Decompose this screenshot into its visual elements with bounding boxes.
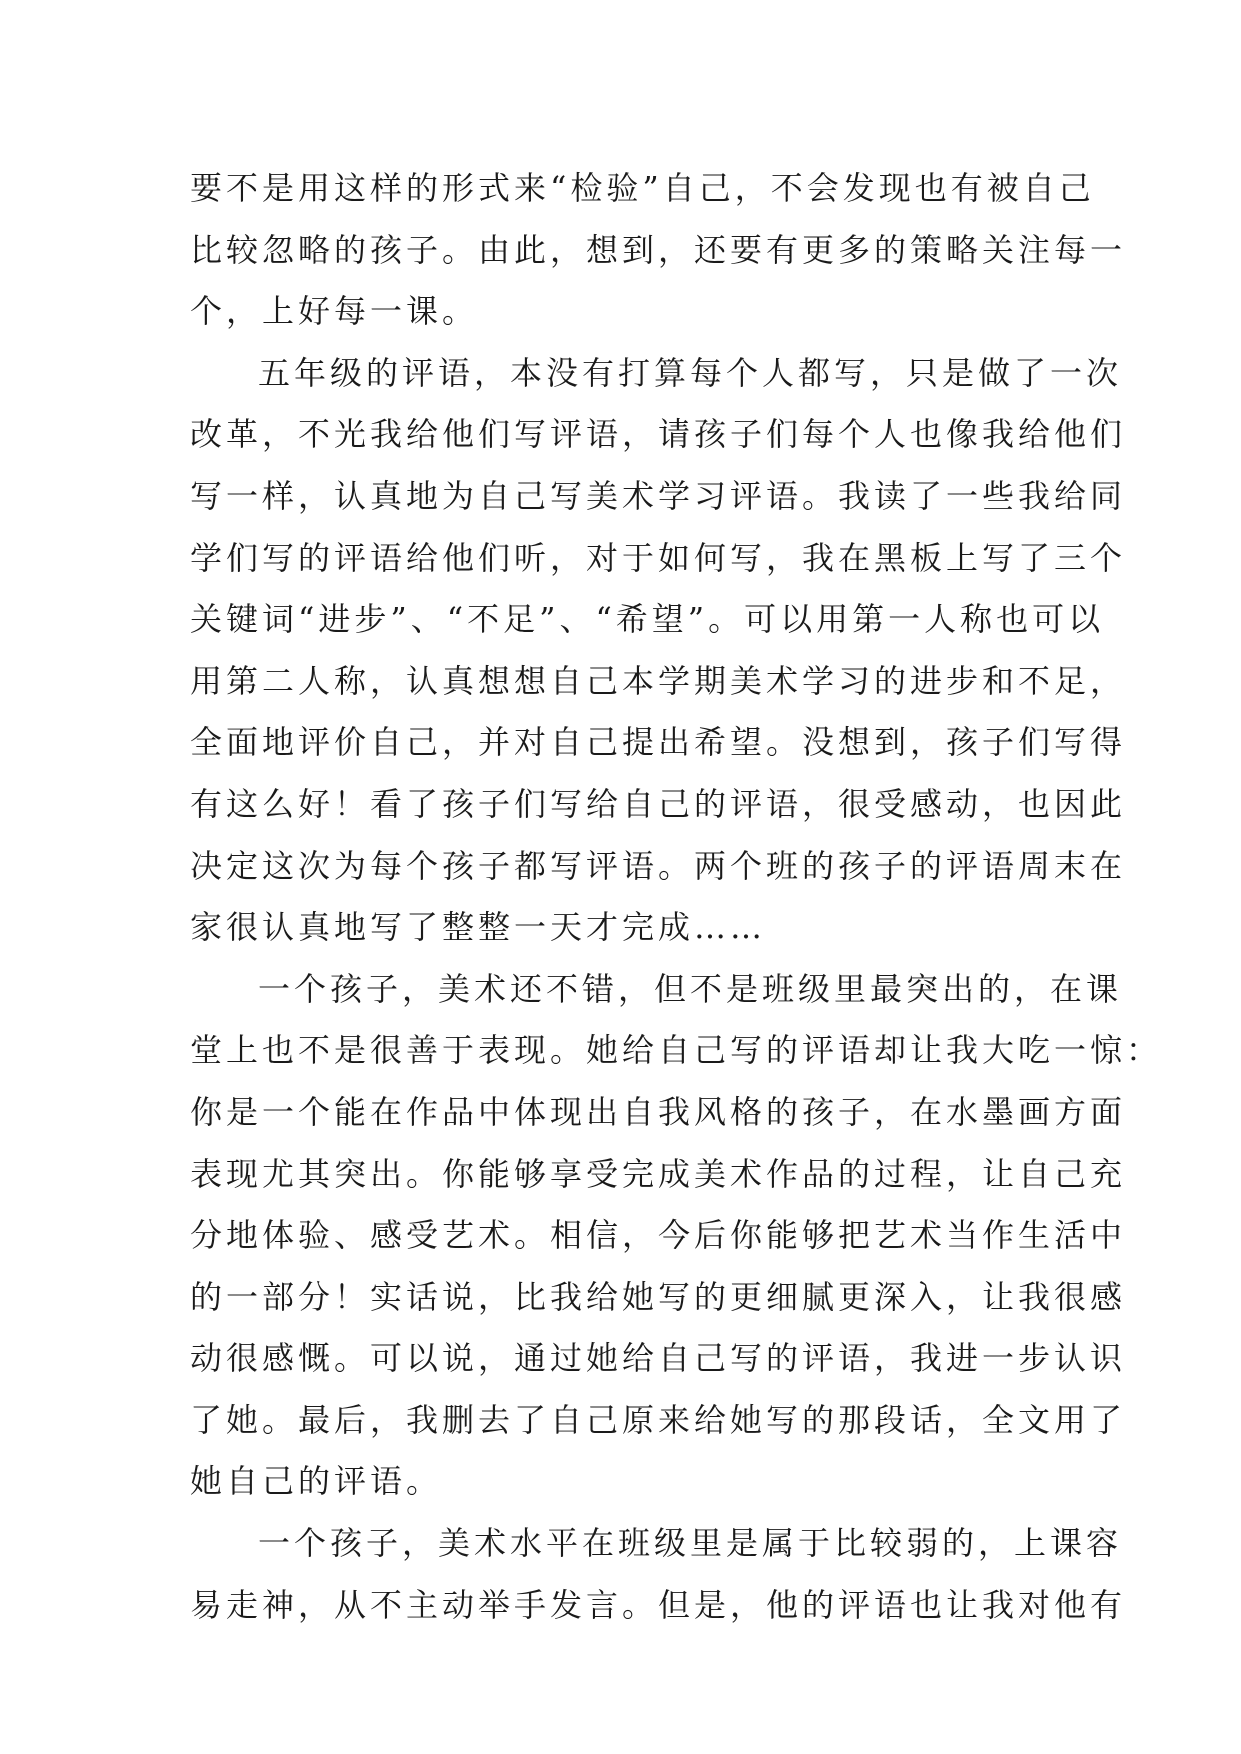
text-line: 一个孩子，美术水平在班级里是属于比较弱的，上课容 <box>258 1524 1123 1563</box>
text-line: 用第二人称，认真想想自己本学期美术学习的进步和不足， <box>190 661 1127 700</box>
document-body <box>190 158 1163 1636</box>
text-line: 堂上也不是很善于表现。她给自己写的评语却让我大吃一惊： <box>190 1031 1163 1070</box>
text-line: 动很感慨。可以说，通过她给自己写的评语，我进一步认识 <box>190 1339 1127 1378</box>
text-line: 表现尤其突出。你能够享受完成美术作品的过程，让自己充 <box>190 1154 1127 1193</box>
text-line: 要不是用这样的形式来“检验”自己，不会发现也有被自己 <box>190 169 1095 207</box>
text-line: 全面地评价自己，并对自己提出希望。没想到，孩子们写得 <box>190 723 1127 762</box>
text-line: 易走神，从不主动举手发言。但是，他的评语也让我对他有 <box>190 1585 1127 1624</box>
text-line: 决定这次为每个孩子都写评语。两个班的孩子的评语周末在 <box>190 846 1127 885</box>
text-line: 你是一个能在作品中体现出自我风格的孩子，在水墨画方面 <box>190 1092 1127 1131</box>
paragraph-1 <box>190 158 1127 343</box>
text-line: 个，上好每一课。 <box>190 292 479 331</box>
text-line: 分地体验、感受艺术。相信，今后你能够把艺术当作生活中 <box>190 1216 1127 1255</box>
text-line: 改革，不光我给他们写评语，请孩子们每个人也像我给他们 <box>190 415 1127 454</box>
text-line: 她自己的评语。 <box>190 1462 443 1501</box>
text-line: 的一部分！实话说，比我给她写的更细腻更深入，让我很感 <box>190 1277 1127 1316</box>
paragraph-3 <box>190 959 1163 1513</box>
text-line: 有这么好！看了孩子们写给自己的评语，很受感动，也因此 <box>190 784 1127 823</box>
text-line: 关键词“进步”、“不足”、“希望”。可以用第一人称也可以 <box>190 600 1105 639</box>
text-line: 一个孩子，美术还不错，但不是班级里最突出的，在课 <box>258 969 1123 1008</box>
text-line: 五年级的评语，本没有打算每个人都写，只是做了一次 <box>258 353 1123 392</box>
text-line: 写一样，认真地为自己写美术学习评语。我读了一些我给同 <box>190 476 1127 515</box>
text-line: 学们写的评语给他们听，对于如何写，我在黑板上写了三个 <box>190 538 1127 577</box>
paragraph-2 <box>190 343 1127 959</box>
text-line: 家很认真地写了整整一天才完成…… <box>190 908 767 947</box>
text-line: 了她。最后，我删去了自己原来给她写的那段话，全文用了 <box>190 1400 1127 1439</box>
text-line: 比较忽略的孩子。由此，想到，还要有更多的策略关注每一 <box>190 230 1127 269</box>
paragraph-4 <box>190 1513 1127 1636</box>
